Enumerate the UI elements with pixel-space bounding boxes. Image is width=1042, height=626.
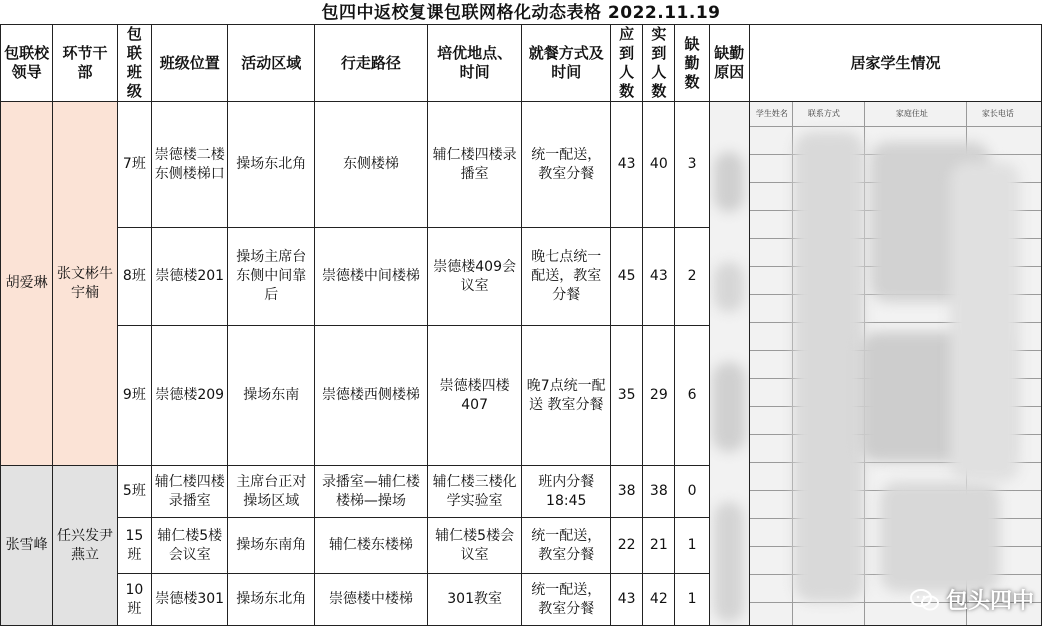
header-reason: 缺勤原因 [709, 25, 749, 102]
route-cell: 崇德楼西侧楼梯 [315, 326, 428, 466]
actual-cell: 21 [643, 518, 675, 574]
area-cell: 主席台正对操场区域 [228, 466, 315, 518]
route-cell: 崇德楼中间楼梯 [315, 228, 428, 326]
group-leader-cell: 张雪峰 [1, 466, 53, 626]
route-cell: 东侧楼梯 [315, 102, 428, 228]
absent-cell: 3 [675, 102, 709, 228]
absent-cell: 0 [675, 466, 709, 518]
location-cell: 崇德楼201 [151, 228, 228, 326]
dining-cell: 晚7点统一配送 教室分餐 [522, 326, 611, 466]
wechat-icon [910, 588, 940, 612]
tutoring-cell: 辅仁楼三楼化学实验室 [427, 466, 522, 518]
header-row [1, 25, 1042, 102]
area-cell: 操场东北角 [228, 574, 315, 626]
home-subheader-contact: 联系方式 [807, 109, 840, 118]
header-expected: 应到人数 [611, 25, 643, 102]
header-tutoring: 培优地点、时间 [427, 25, 522, 102]
table-row [1, 102, 1042, 228]
dining-cell: 班内分餐18:45 [522, 466, 611, 518]
expected-cell: 35 [611, 326, 643, 466]
absent-cell: 2 [675, 228, 709, 326]
actual-cell: 42 [643, 574, 675, 626]
absent-cell: 1 [675, 518, 709, 574]
area-cell: 操场东南 [228, 326, 315, 466]
wechat-watermark [910, 584, 1034, 615]
class-cell: 7班 [117, 102, 151, 228]
header-area: 活动区域 [228, 25, 315, 102]
home-subheader-parent-phone: 家长电话 [981, 109, 1014, 118]
header-location: 班级位置 [151, 25, 228, 102]
actual-cell: 29 [643, 326, 675, 466]
actual-cell: 38 [643, 466, 675, 518]
home-students-blurred [749, 102, 1041, 626]
dining-cell: 统一配送，教室分餐 [522, 574, 611, 626]
tutoring-cell: 301教室 [427, 574, 522, 626]
header-actual: 实到人数 [643, 25, 675, 102]
home-subheader-name: 学生姓名 [755, 109, 788, 118]
area-cell: 操场东南角 [228, 518, 315, 574]
home-subheader-address: 家庭住址 [895, 109, 928, 118]
actual-cell: 40 [643, 102, 675, 228]
area-cell: 操场东北角 [228, 102, 315, 228]
group-cadre-cell: 张文彬牛宇楠 [53, 102, 117, 466]
route-cell: 崇德楼中楼梯 [315, 574, 428, 626]
expected-cell: 45 [611, 228, 643, 326]
tutoring-cell: 崇德楼409会议室 [427, 228, 522, 326]
header-absent: 缺勤数 [675, 25, 709, 102]
tutoring-cell: 辅仁楼四楼录播室 [427, 102, 522, 228]
location-cell: 辅仁楼四楼录播室 [151, 466, 228, 518]
absent-cell: 6 [675, 326, 709, 466]
location-cell: 崇德楼301 [151, 574, 228, 626]
tutoring-cell: 辅仁楼5楼会议室 [427, 518, 522, 574]
header-route: 行走路径 [315, 25, 428, 102]
dining-cell: 统一配送，教室分餐 [522, 102, 611, 228]
class-cell: 9班 [117, 326, 151, 466]
area-cell: 操场主席台东侧中间靠后 [228, 228, 315, 326]
header-leader: 包联校领导 [1, 25, 53, 102]
table-title: 包四中返校复课包联网格化动态表格 2022.11.19 [321, 3, 721, 23]
header-dining: 就餐方式及时间 [522, 25, 611, 102]
class-cell: 10班 [117, 574, 151, 626]
expected-cell: 22 [611, 518, 643, 574]
watermark-text: 包头四中 [945, 589, 1034, 614]
header-home: 居家学生情况 [749, 25, 1041, 102]
dining-cell: 统一配送，教室分餐 [522, 518, 611, 574]
actual-cell: 43 [643, 228, 675, 326]
class-cell: 5班 [117, 466, 151, 518]
class-cell: 15班 [117, 518, 151, 574]
group-leader-cell: 胡爱琳 [1, 102, 53, 466]
absent-cell: 1 [675, 574, 709, 626]
route-cell: 辅仁楼东楼梯 [315, 518, 428, 574]
expected-cell: 43 [611, 574, 643, 626]
tutoring-cell: 崇德楼四楼407 [427, 326, 522, 466]
location-cell: 崇德楼二楼东侧楼梯口 [151, 102, 228, 228]
header-class: 包联班级 [117, 25, 151, 102]
expected-cell: 38 [611, 466, 643, 518]
expected-cell: 43 [611, 102, 643, 228]
absence-reason-blurred [709, 102, 749, 626]
dining-cell: 晚七点统一配送，教室分餐 [522, 228, 611, 326]
location-cell: 辅仁楼5楼会议室 [151, 518, 228, 574]
route-cell: 录播室—辅仁楼楼梯—操场 [315, 466, 428, 518]
header-cadre: 环节干部 [53, 25, 117, 102]
location-cell: 崇德楼209 [151, 326, 228, 466]
group-cadre-cell: 任兴发尹燕立 [53, 466, 117, 626]
grid-table [0, 24, 1042, 626]
class-cell: 8班 [117, 228, 151, 326]
